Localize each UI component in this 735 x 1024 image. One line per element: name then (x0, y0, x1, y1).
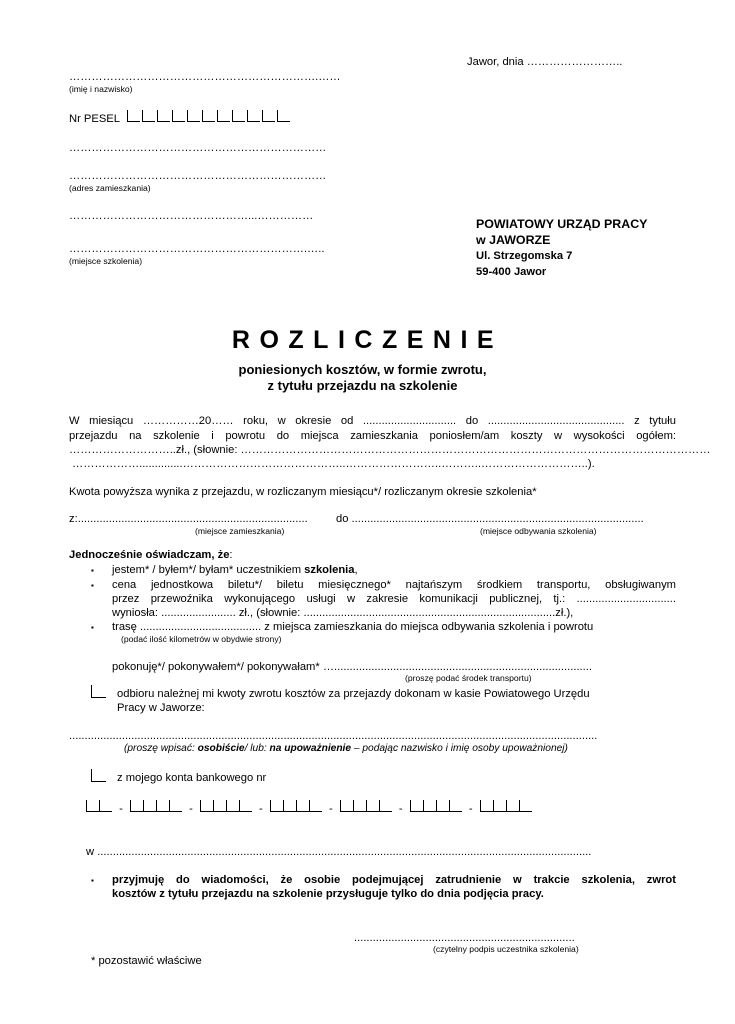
route-from[interactable]: z:.......................................................................... (69, 513, 308, 525)
ticket-price-line-3[interactable]: wyniosła: ........................ zł., (słownie: .................................................................................zł.), (112, 607, 574, 619)
participant-status[interactable]: jestem* / byłem*/ byłam* uczestnikiem szkolenia, (112, 564, 358, 576)
final-statement-line-1: przyjmuję do wiadomości, że osobie podejmującej zatrudnienie w trakcie szkolenia, zwrot (112, 874, 676, 886)
address-field-1[interactable]: …………………………………………………………… (69, 142, 327, 154)
pesel-label: Nr PESEL (69, 113, 120, 125)
bullet-icon: ▪ (91, 566, 94, 575)
training-field-2[interactable]: ……………………………………………………….….. (69, 243, 325, 255)
transport-caption: (proszę podać środek transportu) (405, 673, 532, 683)
bullet-icon: ▪ (91, 623, 94, 632)
bank-option-label: z mojego konta bankowego nr (117, 772, 267, 784)
training-field-1[interactable]: …………………………………………...…………… (69, 210, 314, 222)
route-km-line[interactable]: trasę ....................................... z miejsca zamieszkania do miejsca odbywania szkolenia i powrotu (112, 621, 594, 633)
transport-line[interactable]: pokonuję*/ pokonywałem*/ pokonywałam* …................................................................................... (112, 661, 592, 673)
bullet-icon: ▪ (91, 876, 94, 885)
training-caption: (miejsce szkolenia) (69, 256, 143, 266)
bullet-icon: ▪ (91, 581, 94, 590)
final-statement-line-2: kosztów z tytułu przejazdu na szkolenie przysługuje tylko do dnia podjęcia pracy. (112, 888, 544, 900)
amount-words-line[interactable]: ………………..............……………………………………..……………………..………..………………………..). (72, 458, 595, 470)
cash-option-line-1: odbioru należnej mi kwoty zwrotu kosztów za przejazdy dokonam w kasie Powiatowego Urzędu (117, 688, 590, 700)
place-date: Jawor, dnia …………………….. (467, 56, 623, 68)
cash-checkbox[interactable] (91, 685, 108, 703)
ticket-price-line-1[interactable]: cena jednostkowa biletu*/ biletu miesięcznego* najtańszym środkiem transportu, obsługiwanym (112, 579, 676, 591)
route-from-caption: (miejsce zamieszkania) (195, 526, 285, 536)
ticket-price-line-2[interactable]: przez przewoźnika wykonującego usługi w zakresie komunikacji publicznej, tj.: ................................ (112, 593, 676, 605)
name-caption: (imię i nazwisko) (69, 84, 133, 94)
period-line[interactable]: W miesiącu ……………20…… roku, w okresie od .............................. do ............................................ z tytułu (69, 415, 676, 427)
office-city: w JAWORZE (476, 233, 551, 247)
amount-line[interactable]: ………………………..zł., (słownie: ……………………………………………………………………………………………………………… (69, 444, 711, 456)
bank-checkbox[interactable] (91, 769, 108, 787)
route-intro: Kwota powyższa wynika z przejazdu, w rozliczanym miesiącu*/ rozliczanym okresie szkolenia* (69, 486, 537, 498)
document-subtitle-2: z tytułu przejazdu na szkolenie (267, 378, 458, 393)
proxy-field[interactable]: .......................................................................................................................................................................... (69, 730, 598, 742)
pesel-boxes[interactable] (127, 113, 292, 125)
signature-caption: (czytelny podpis uczestnika szkolenia) (433, 944, 579, 954)
signature-field[interactable]: ....................................................................... (354, 932, 575, 944)
footnote: * pozostawić właściwe (91, 955, 202, 967)
bank-account-number[interactable]: - - - - - - (86, 800, 532, 815)
address-caption: (adres zamieszkania) (69, 183, 151, 193)
km-caption: (podać ilość kilometrów w obydwie strony) (121, 634, 282, 644)
cash-option-line-2: Pracy w Jaworze: (117, 702, 205, 714)
cost-line: przejazdu na szkolenie i powrotu do miejsca zamieszkania poniosłem/am koszty w wysokości ogółem: (69, 430, 676, 442)
document-subtitle-1: poniesionych kosztów, w formie zwrotu, (238, 362, 487, 377)
name-field[interactable]: ………………………………………………………….…… (69, 71, 341, 83)
document-title: ROZLICZENIE (231, 326, 504, 354)
office-name: POWIATOWY URZĄD PRACY (476, 217, 648, 231)
route-to-caption: (miejsce odbywania szkolenia) (480, 526, 597, 536)
office-street: Ul. Strzegomska 7 (476, 250, 573, 262)
declaration-heading: Jednocześnie oświadczam, że: (69, 549, 233, 561)
office-postcode: 59-400 Jawor (476, 266, 547, 278)
route-to[interactable]: do .............................................................................................. (336, 513, 644, 525)
pesel-row (69, 110, 292, 125)
address-field-2[interactable]: …………………………………………………………… (69, 170, 327, 182)
proxy-caption: (proszę wpisać: osobiście/ lub: na upoważnienie – podając nazwisko i imię osoby upoważnionej) (124, 743, 568, 754)
bank-name-field[interactable]: w ............................................................................................................................................................... (86, 846, 592, 858)
